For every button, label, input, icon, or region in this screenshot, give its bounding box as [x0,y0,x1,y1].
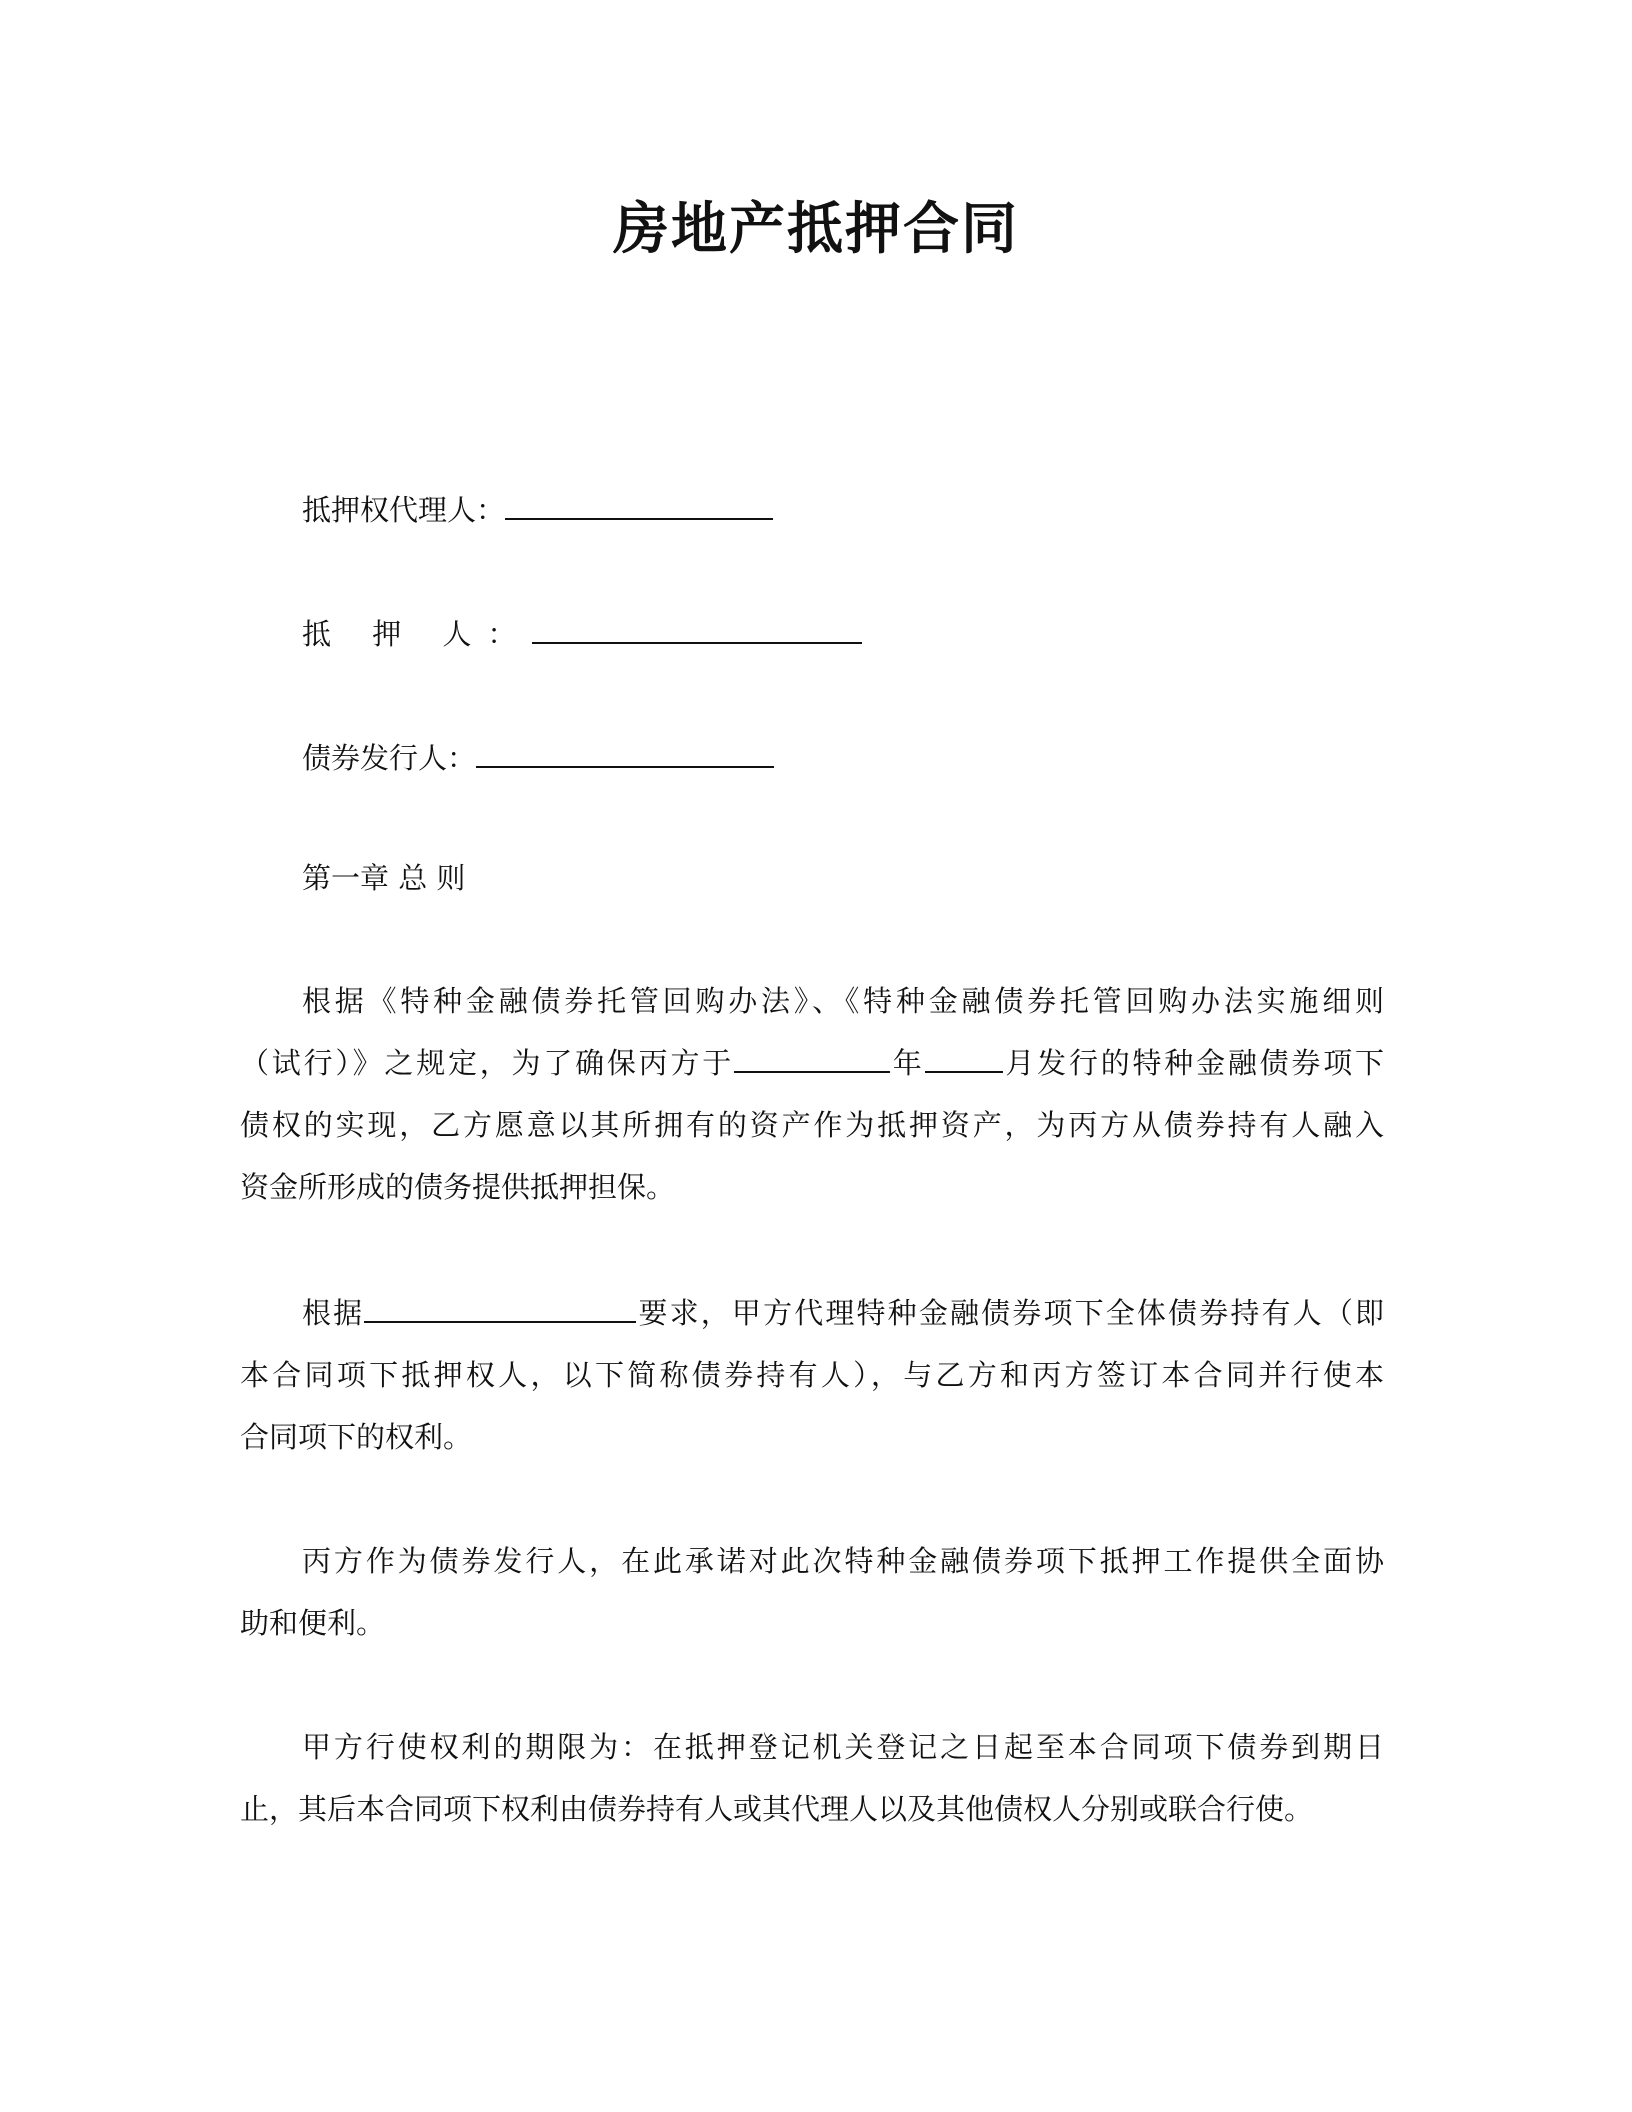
paragraph-1-line: 资金所形成的债务提供抵押担保。 [240,1170,676,1204]
para1-text-b: 年 [890,1046,925,1080]
chapter-heading: 第一章 总 则 [302,861,466,895]
paragraph-2 [240,1282,1384,1468]
agent-field [302,488,773,530]
para1-text-c: 月发行的特种金融债券项下 [1002,1046,1384,1080]
para1-text-a: （试行）》之规定，为了确保丙方于 [240,1046,735,1080]
document-title: 房地产抵押合同 [613,197,1019,262]
mortgagor-blank [532,612,862,644]
paragraph-4 [240,1716,1384,1840]
mortgagor-field [302,612,862,654]
issuer-field [302,736,774,778]
basis-blank [364,1291,636,1323]
paragraph-1-line: 债权的实现，乙方愿意以其所拥有的资产作为抵押资产，为丙方从债券持有人融入 [240,1108,1384,1142]
paragraph-4-line: 止，其后本合同项下权利由债券持有人或其代理人以及其他债权人分别或联合行使。 [240,1792,1314,1826]
paragraph-4-line: 甲方行使权利的期限为：在抵押登记机关登记之日起至本合同项下债券到期日 [302,1730,1384,1764]
agent-blank [505,488,773,520]
issuer-blank [476,736,774,768]
paragraph-1-line [240,1032,1384,1094]
para2-text-b: 要求，甲方代理特种金融债券项下全体债券持有人（即 [636,1296,1384,1330]
paragraph-2-line [240,1282,1384,1344]
paragraph-3-line: 助和便利。 [240,1606,386,1640]
para2-text-a: 根据 [302,1296,365,1330]
month-blank [925,1041,1003,1073]
mortgagor-label: 抵 押 人： [302,617,533,651]
paragraph-3 [240,1530,1384,1654]
year-blank [734,1041,890,1073]
paragraph-1-line: 根据《特种金融债券托管回购办法》、《特种金融债券托管回购办法实施细则 [302,984,1384,1018]
paragraph-1 [240,970,1384,1218]
paragraph-2-line: 本合同项下抵押权人，以下简称债券持有人），与乙方和丙方签订本合同并行使本 [240,1358,1384,1392]
paragraph-3-line: 丙方作为债券发行人，在此承诺对此次特种金融债券项下抵押工作提供全面协 [302,1544,1384,1578]
agent-label: 抵押权代理人： [302,493,506,527]
paragraph-2-line: 合同项下的权利。 [240,1420,473,1454]
issuer-label: 债券发行人： [302,741,477,775]
